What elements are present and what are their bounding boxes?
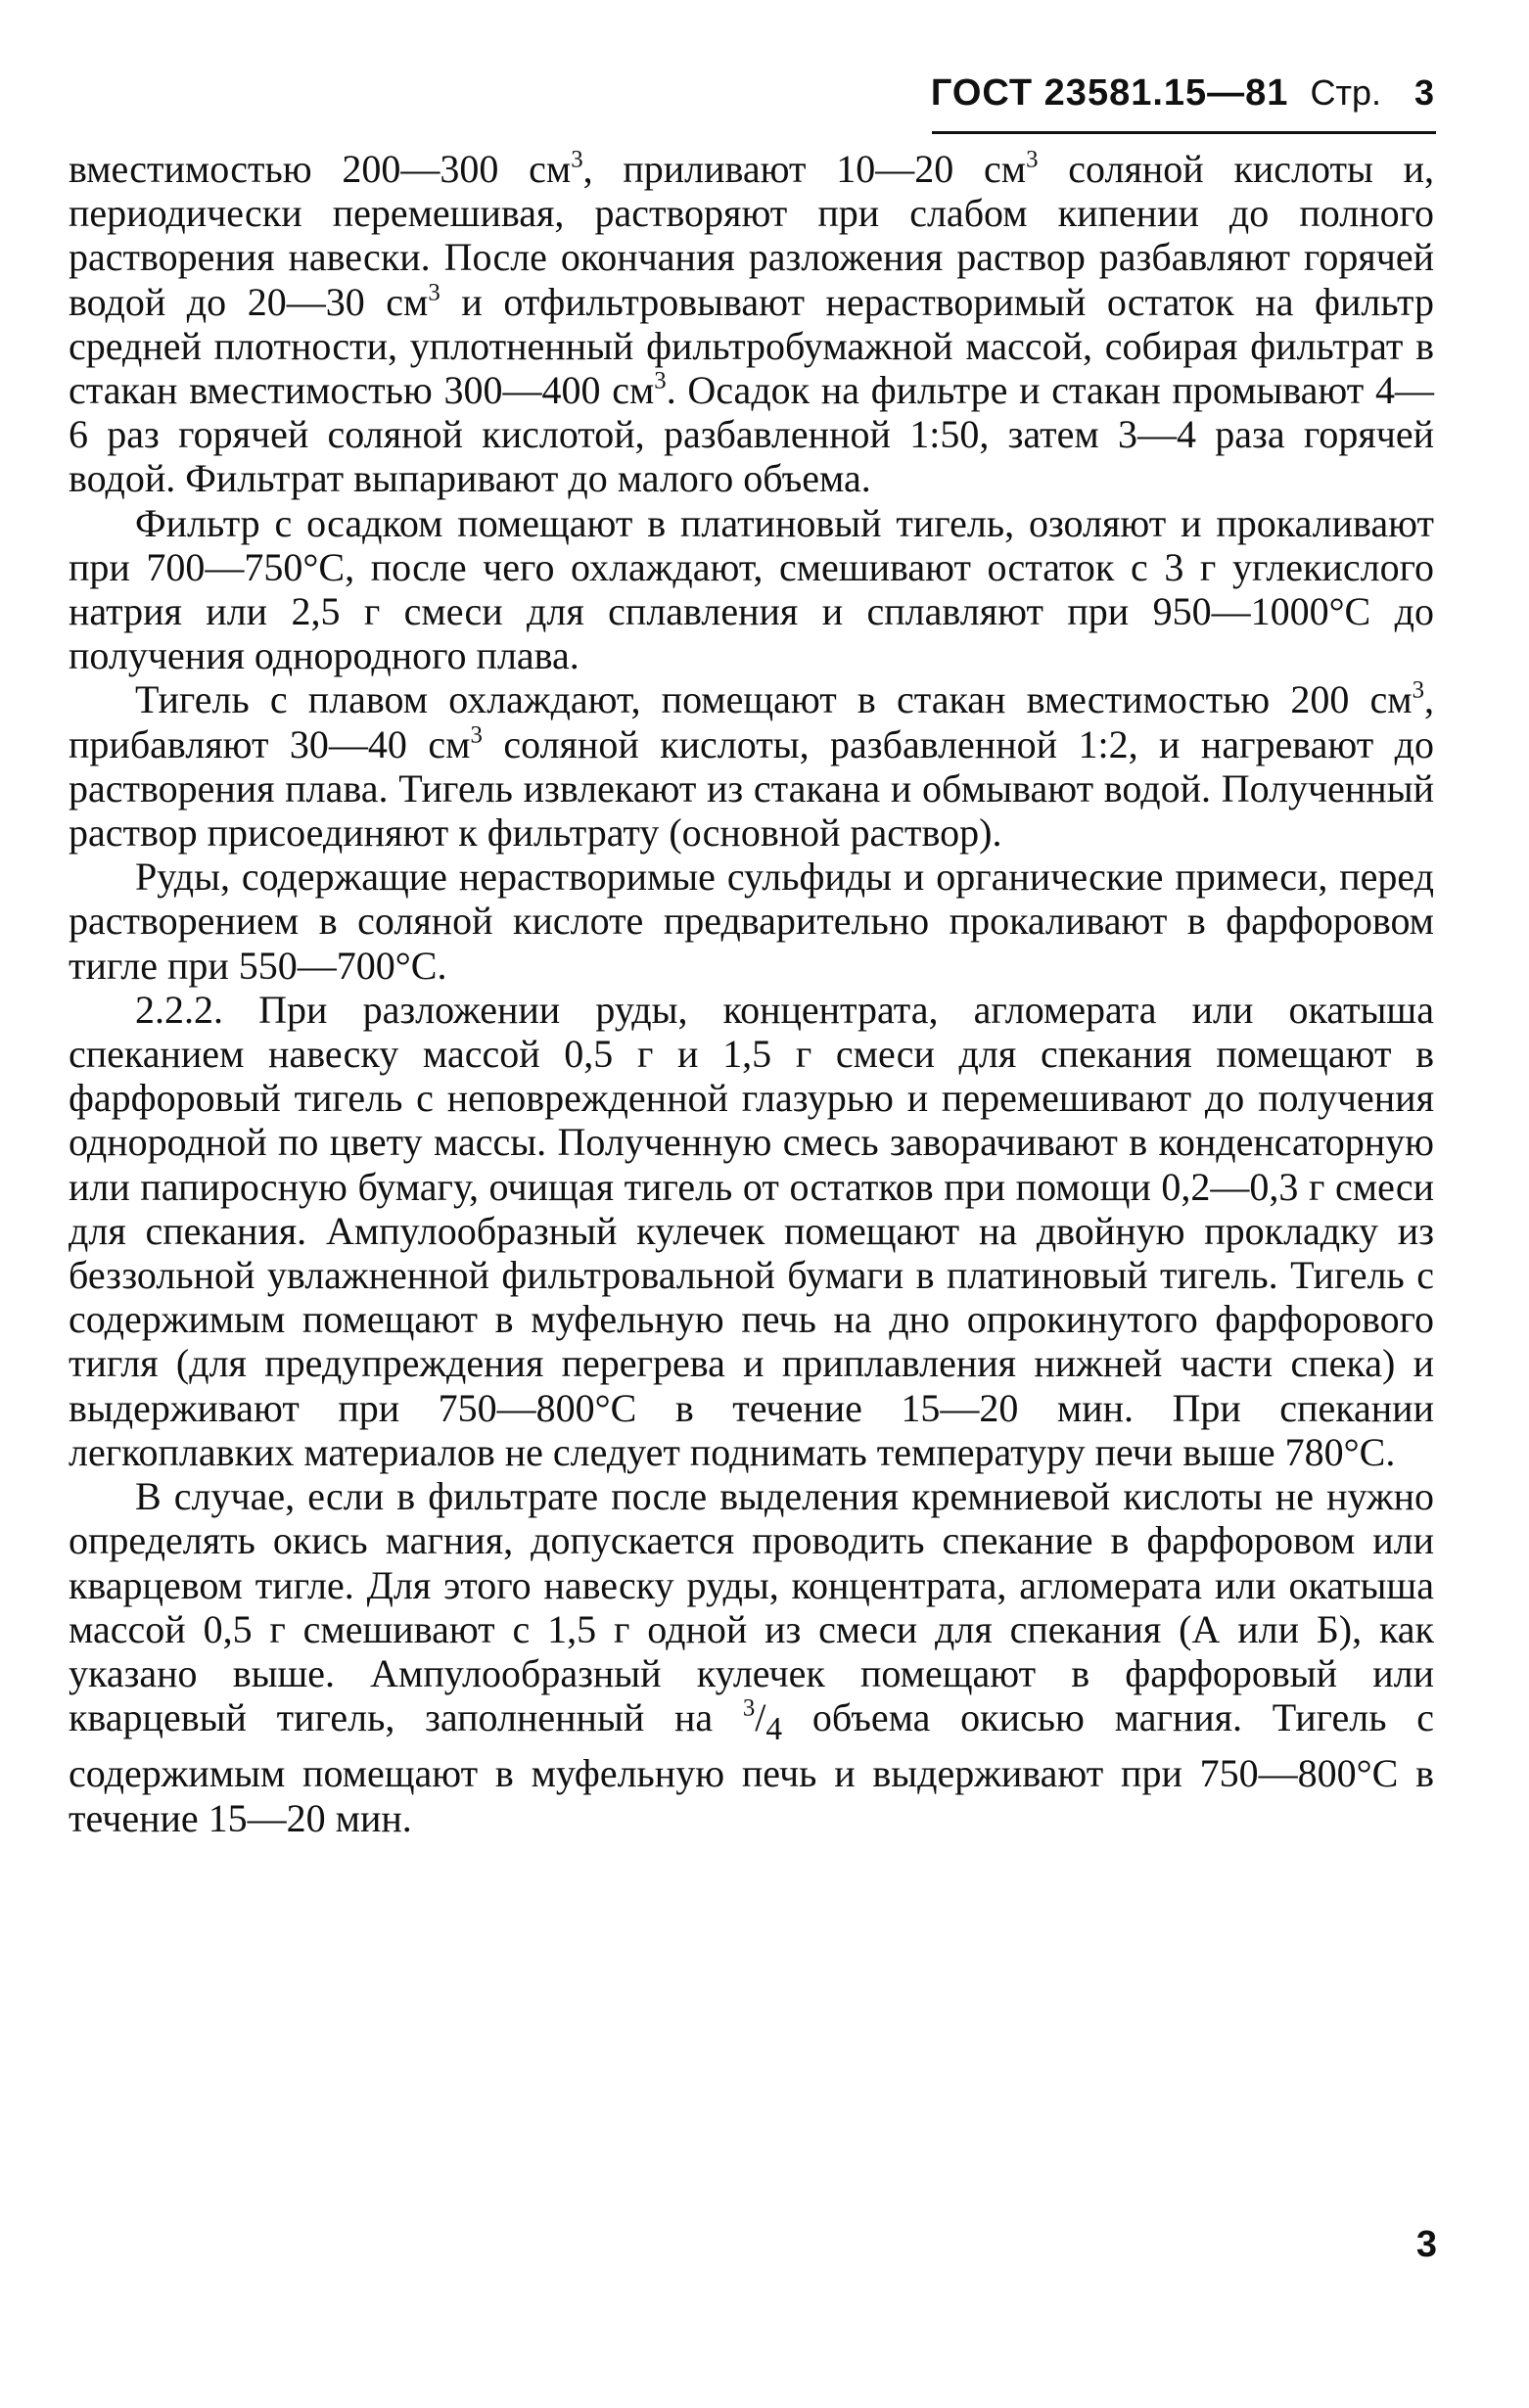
paragraph	[69, 988, 1434, 1474]
text-run: , прибавляют 30—40 см	[69, 677, 1434, 766]
superscript: 3	[470, 721, 483, 749]
document-body	[69, 147, 1434, 1840]
text-run: 2.2.2. При разложении руды, концентрата, агломерата или окатыша спеканием навеску массой 0,5 г и 1,5 г смеси для спекания помещают в фарфоровый тигель с неповрежденной глазурью и перемешивают до получения однородной по цвету массы. Полученную смесь заворачивают в конденсаторную или папиросную бумагу, очищая тигель от остатков при помощи 0,2—0,3 г смеси для спекания. Ампулообразный кулечек помещают на двойную прокладку из беззольной увлажненной фильтровальной бумаги в платиновый тигель. Тигель с содержимым помещают в муфельную печь на дно опрокинутого фарфорового тигля (для предупреждения перегрева и приплавления нижней части спека) и выдерживают при 750—800°C в течение 15—20 мин. При спекании легкоплавких материалов не следует поднимать температуру печи выше 780°C.	[69, 987, 1434, 1474]
text-run: , приливают 10—20 см	[582, 147, 1027, 191]
text-run: и отфильтровывают нерастворимый остаток на фильтр средней плотности, уплотненный фильтробумажной массой, собирая фильтрат в стакан вместимостью 300—400 см	[69, 279, 1435, 413]
text-run: Фильтр с осадком помещают в платиновый тигель, озоляют и прокаливают при 700—750°C, после чего охлаждают, смешивают остаток с 3 г углекислого натрия или 2,5 г смеси для сплавления и сплавляют при 950—1000°C до получения однородного плава.	[69, 500, 1434, 678]
text-run: вместимостью 200—300 см	[69, 147, 572, 191]
text-run: Тигель с плавом охлаждают, помещают в стакан вместимостью 200 см	[135, 677, 1413, 722]
superscript: 3	[571, 146, 583, 173]
paragraph	[69, 855, 1434, 988]
subscript: 4	[765, 1711, 783, 1748]
text-run: . Осадок на фильтре и стакан промывают 4—6 раз горячей соляной кислотой, разбавленной 1:50, затем 3—4 раза горячей водой. Фильтрат выпаривают до малого объема.	[69, 368, 1434, 501]
paragraph	[69, 677, 1434, 855]
superscript: 3	[742, 1694, 756, 1722]
text-run: В случае, если в фильтрате после выделения кремниевой кислоты не нужно определять окись магния, допускается проводить спекание в фарфоровом или кварцевом тигле. Для этого навеску руды, концентрата, агломерата или окатыша массой 0,5 г смешивают с 1,5 г одной из смеси для спекания (А или Б), как указано выше. Ампулообразный кулечек помещают в фарфоровый или кварцевый тигель, заполненный на	[69, 1474, 1434, 1740]
text-run: соляной кислоты и, периодически перемешивая, растворяют при слабом кипении до полного растворения навески. После окончания разложения раствор разбавляют горячей водой до 20—30 см	[69, 147, 1435, 324]
paragraph	[69, 1474, 1434, 1840]
header-page-number: 3	[1413, 72, 1434, 113]
paragraph	[69, 501, 1434, 678]
superscript: 3	[1026, 146, 1039, 173]
running-header	[925, 72, 1434, 127]
footer-page-number: 3	[1415, 2224, 1437, 2265]
page-label: Стр.	[1310, 72, 1381, 113]
paragraph	[69, 147, 1434, 501]
text-run: соляной кислоты, разбавленной 1:2, и нагревают до растворения плава. Тигель извлекают из стакана и обмывают водой. Полученный раствор присоединяют к фильтрату (основной раствор).	[69, 721, 1434, 856]
header-rule	[932, 131, 1436, 134]
text-run: объема окисью магния. Тигель с содержимым помещают в муфельную печь и выдерживают при 750—800°C в течение 15—20 мин.	[69, 1695, 1434, 1840]
superscript: 3	[654, 367, 667, 394]
superscript: 3	[1412, 677, 1424, 705]
superscript: 3	[428, 279, 440, 306]
text-run: /	[755, 1695, 766, 1740]
text-run: Руды, содержащие нерастворимые сульфиды и органические примеси, перед растворением в соляной кислоте предварительно прокаливают в фарфоровом тигле при 550—700°C.	[69, 855, 1434, 988]
standard-designation: ГОСТ 23581.15—81	[930, 72, 1289, 114]
